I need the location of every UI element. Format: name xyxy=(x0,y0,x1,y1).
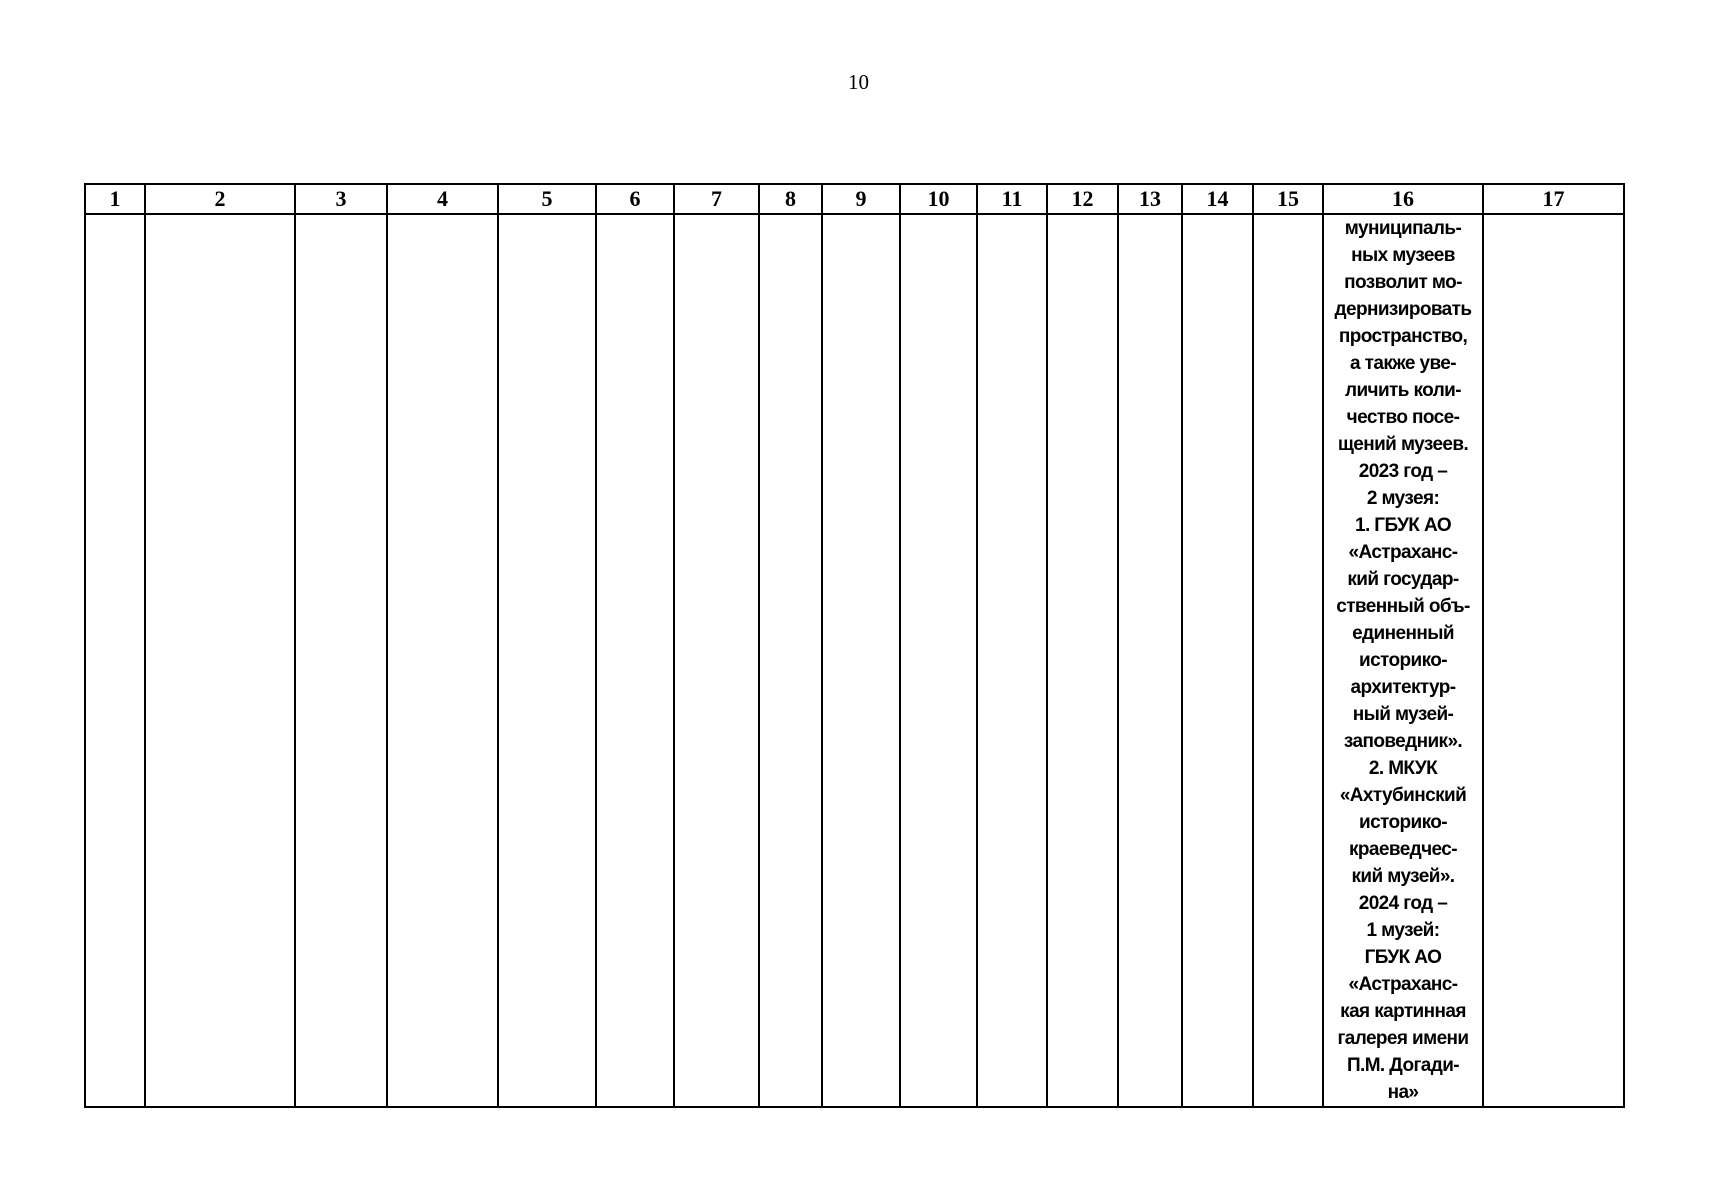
description-line: архитектур- xyxy=(1350,677,1456,698)
description-line: «Ахтубинский xyxy=(1339,785,1467,806)
column-header-13: 13 xyxy=(1118,184,1182,214)
description-line: ных музеев xyxy=(1351,245,1455,266)
description-line: дернизировать xyxy=(1334,299,1472,320)
description-line: историко- xyxy=(1359,812,1447,833)
description-line: пространство, xyxy=(1338,326,1468,347)
table-row xyxy=(85,214,1624,1107)
description-line: чество посе- xyxy=(1346,407,1460,428)
column-header-10: 10 xyxy=(900,184,977,214)
cell-col-14 xyxy=(1182,214,1253,1107)
cell-col-3 xyxy=(295,214,387,1107)
description-line: заповедник». xyxy=(1343,731,1463,752)
cell-col-17 xyxy=(1483,214,1624,1107)
description-line: ственный объ- xyxy=(1336,596,1470,617)
description-line: «Астраханс- xyxy=(1348,542,1458,563)
column-header-17: 17 xyxy=(1483,184,1624,214)
description-line: щений музеев. xyxy=(1337,434,1469,455)
column-header-16: 16 xyxy=(1323,184,1483,214)
description-line: единенный xyxy=(1352,623,1454,644)
column-header-12: 12 xyxy=(1047,184,1118,214)
description-line: кий музей». xyxy=(1351,866,1455,887)
cell-col-5 xyxy=(498,214,596,1107)
column-header-6: 6 xyxy=(596,184,674,214)
description-line: «Астраханс- xyxy=(1348,974,1458,995)
cell-col-6 xyxy=(596,214,674,1107)
description-line: 1. ГБУК АО xyxy=(1354,515,1452,536)
cell-col-13 xyxy=(1118,214,1182,1107)
document-table xyxy=(84,183,1625,1108)
column-header-3: 3 xyxy=(295,184,387,214)
cell-col-15 xyxy=(1253,214,1323,1107)
description-line: на» xyxy=(1387,1082,1419,1103)
description-line: 2023 год – xyxy=(1358,461,1448,482)
column-header-11: 11 xyxy=(977,184,1047,214)
cell-col-10 xyxy=(900,214,977,1107)
column-header-1: 1 xyxy=(85,184,145,214)
description-line: кий государ- xyxy=(1347,569,1459,590)
column-header-7: 7 xyxy=(674,184,759,214)
page-number: 10 xyxy=(848,70,869,94)
cell-col-2 xyxy=(145,214,295,1107)
column-header-5: 5 xyxy=(498,184,596,214)
cell-col-16-description xyxy=(1323,214,1483,1107)
description-line: муниципаль- xyxy=(1344,218,1462,239)
description-line: 2 музея: xyxy=(1366,488,1440,509)
description-line: 2. МКУК xyxy=(1368,758,1438,779)
column-header-9: 9 xyxy=(822,184,900,214)
cell-col-11 xyxy=(977,214,1047,1107)
description-line: кая картинная xyxy=(1340,1001,1466,1022)
column-header-2: 2 xyxy=(145,184,295,214)
column-number-row xyxy=(85,184,1624,214)
cell-col-7 xyxy=(674,214,759,1107)
cell-col-4 xyxy=(387,214,498,1107)
description-line: краеведчес- xyxy=(1349,839,1457,860)
column-header-15: 15 xyxy=(1253,184,1323,214)
description-line: позволит мо- xyxy=(1344,272,1462,293)
description-line: П.М. Догади- xyxy=(1346,1055,1460,1076)
description-line: а также уве- xyxy=(1350,353,1456,374)
description-line: ГБУК АО xyxy=(1364,947,1442,968)
cell-col-9 xyxy=(822,214,900,1107)
column-header-4: 4 xyxy=(387,184,498,214)
description-line: ный музей- xyxy=(1352,704,1454,725)
column-header-14: 14 xyxy=(1182,184,1253,214)
cell-col-8 xyxy=(759,214,822,1107)
cell-col-12 xyxy=(1047,214,1118,1107)
description-line: галерея имени xyxy=(1337,1028,1469,1049)
description-line: 2024 год – xyxy=(1358,893,1448,914)
description-line: 1 музей: xyxy=(1366,920,1440,941)
description-text xyxy=(1324,215,1482,1106)
description-line: личить коли- xyxy=(1345,380,1461,401)
description-line: историко- xyxy=(1359,650,1447,671)
column-header-8: 8 xyxy=(759,184,822,214)
cell-col-1 xyxy=(85,214,145,1107)
